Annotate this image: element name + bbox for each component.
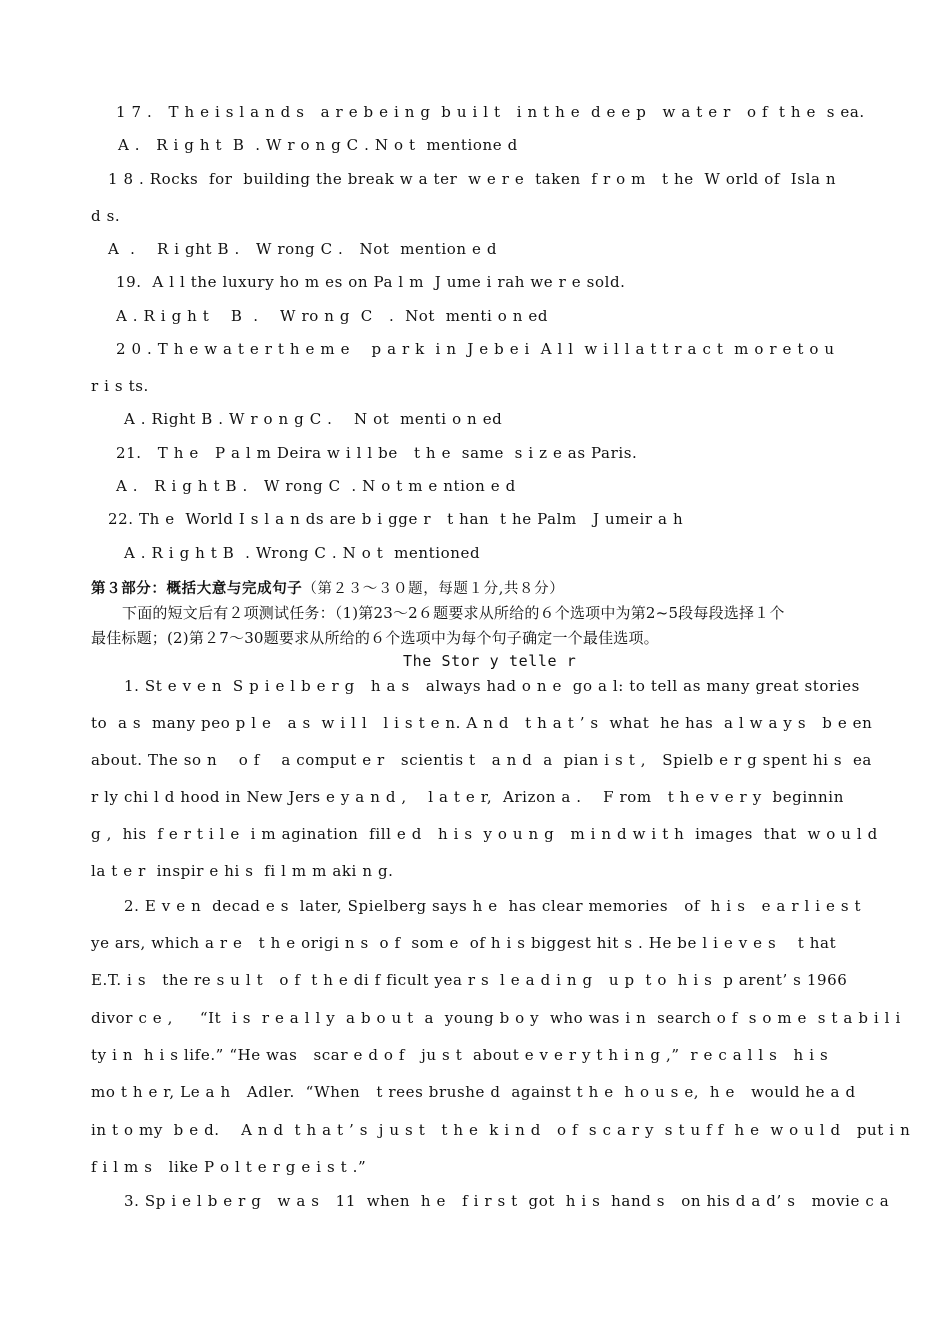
question-20: 2 0 . T h e w a t e r t h e m e p a r k i n J e b e i A l l w i l l a t t r a c t m o r e t o u (116, 340, 835, 358)
article-line: ye ars, which a r e t h e origi n s o f som e of h i s biggest hit s . He be l i e v e s t hat (91, 934, 837, 952)
question-19-options: A . R i g h t B . W ro n g C . Not menti o n ed (116, 307, 549, 325)
article-line: f i l m s like P o l t e r g e i s t .” (91, 1158, 367, 1176)
article-line: divor c e , “It i s r e a l l y a b o u t a young b o y who was i n search o f s o m e s t a b i l i (91, 1009, 901, 1027)
part3-instructions-line-1: 下面的短文后有２项测试任务：（1)第23～2６题要求从所给的６个选项中为第2~5段每段选择１个 (122, 604, 785, 622)
article-line: g , his f e r t i l e i m agination fill e d h i s y o u n g m i n d w i t h images that w o u l d (91, 825, 878, 843)
part3-instructions-line-2: 最佳标题；(2)第２7～30题要求从所给的６个选项中为每个句子确定一个最佳选项。 (91, 629, 659, 647)
article-line: mo t h e r, Le a h Adler. “When t rees brushe d against t h e h o u s e, h e would he a d (91, 1083, 856, 1101)
question-19: 19. A l l the luxury ho m es on Pa l m J ume i rah we r e sold. (116, 273, 626, 291)
article-line: 2. E v e n decad e s later, Spielberg says h e has clear memories of h i s e a r l i e s t (124, 897, 862, 915)
article-line: 1. St e v e n S p i e l b e r g h a s always had o n e go a l: to tell as many great stories (124, 677, 860, 695)
article-line: la t e r inspir e hi s fi l m m aki n g. (91, 862, 394, 880)
question-18: 1 8 . Rocks for building the break w a ter w e r e taken f r o m t he W orld of Isla n (108, 170, 837, 188)
part3-heading (91, 577, 564, 598)
article-line: in t o my b e d. A n d t h a t ’ s j u s t t h e k i n d o f s c a r y s t u f f h e w o u l d put i n (91, 1121, 911, 1139)
article-line: r ly chi l d hood in New Jers e y a n d , l a t e r, Arizon a . F rom t h e v e r y beginnin (91, 788, 844, 806)
question-18-continued: d s. (91, 207, 121, 225)
part3-heading-detail: （第２３～３０题，每题１分,共８分） (302, 581, 565, 597)
article-line: about. The so n o f a comput e r scientis t a n d a pian i s t , Spielb e r g spent hi s ea (91, 751, 872, 769)
question-22-options: A . R i g h t B . Wrong C . N o t mentioned (124, 544, 481, 562)
article-line: to a s many peo p l e a s w i l l l i s t e n. A n d t h a t ’ s what he has a l w a y s b e en (91, 714, 873, 732)
article-line: 3. Sp i e l b e r g w a s 11 when h e f i r s t got h i s hand s on his d a d’ s movie c a (124, 1192, 890, 1210)
question-18-options: A . R i ght B . W rong C . Not mention e d (108, 240, 498, 258)
question-21: 21. T h e P a l m Deira w i l l be t h e same s i z e as Paris. (116, 444, 638, 462)
question-17-options: A . R i g h t B . W r o n g C . N o t mentione d (118, 136, 518, 154)
article-line: ty i n h i s life.” “He was scar e d o f ju s t about e v e r y t h i n g ,” r e c a l l s h i s (91, 1046, 829, 1064)
article-line: E.T. i s the re s u l t o f t h e di f ficult yea r s l e a d i n g u p t o h i s p arent’ s 1966 (91, 971, 848, 989)
question-21-options: A . R i g h t B . W rong C . N o t m e ntion e d (116, 477, 516, 495)
question-22: 22. Th e World I s l a n ds are b i gge r t han t he Palm J umeir a h (108, 510, 684, 528)
part3-heading-bold: 第３部分：概括大意与完成句子 (91, 581, 303, 597)
article-title: The Stor y telle r (403, 652, 577, 670)
question-20-continued: r i s ts. (91, 377, 149, 395)
question-20-options: A . Right B . W r o n g C . N ot menti o n ed (124, 410, 503, 428)
question-17: 1 7 . T h e i s l a n d s a r e b e i n g b u i l t i n t h e d e e p w a t e r o f t h e s ea. (116, 103, 865, 121)
